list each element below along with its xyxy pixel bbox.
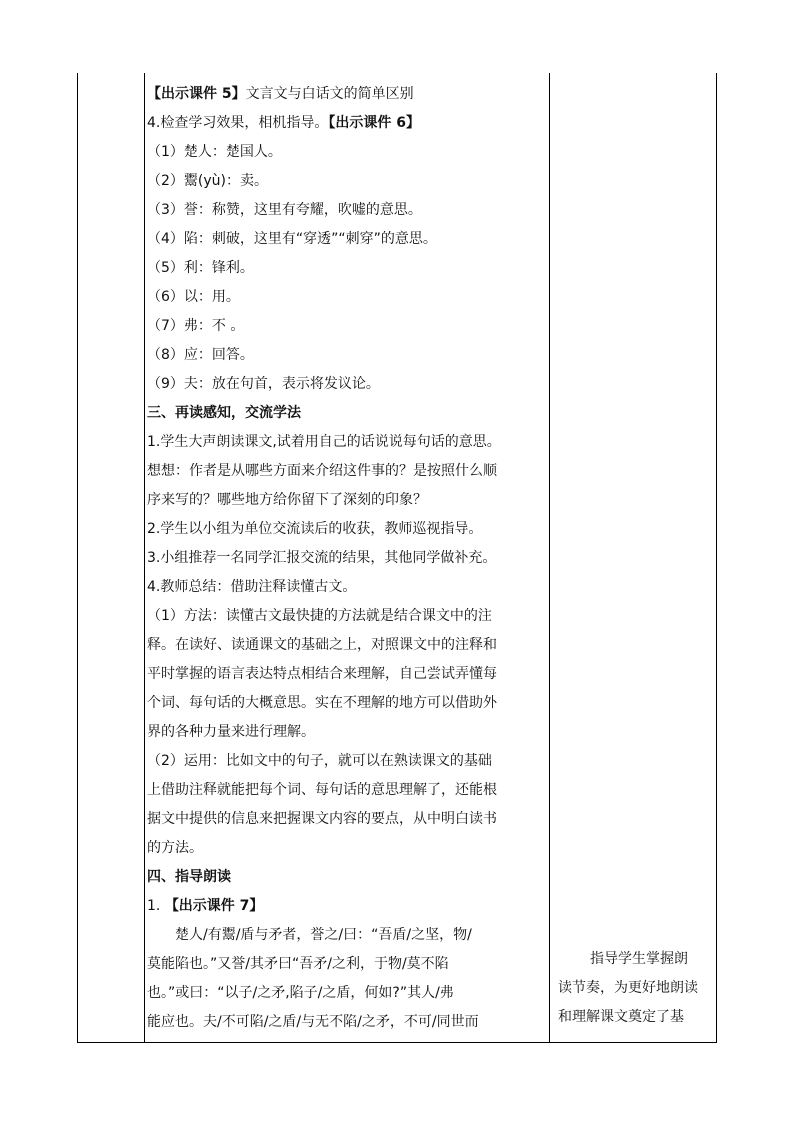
content-text: 个词、每句话的大概意思。实在不理解的地方可以借助外 [147,695,497,711]
content-text: （9）夫：放在句首，表示将发议论。 [147,376,380,392]
content-line [147,1008,552,1037]
table-border-right [716,73,717,1043]
content-line [147,834,552,863]
content-text: 平时掌握的语言表达特点相结合来理解，自己尝试弄懂每 [147,666,497,682]
content-text: 3.小组推荐一名同学汇报交流的结果，其他同学做补充。 [147,550,497,566]
content-line [147,660,552,689]
content-line [147,283,552,312]
content-text: 4.检查学习效果，相机指导。 [147,115,329,131]
content-text: 据文中提供的信息来把握课文内容的要点，从中明白读书 [147,811,497,827]
content-text: 莫能陷也。”又誉/其矛曰“吾矛/之利，于物/莫不陷 [147,956,449,972]
content-line [147,573,552,602]
content-line [147,805,552,834]
content-line [147,950,552,979]
content-text: （8）应：回答。 [147,347,254,363]
content-line [147,109,552,138]
note-line: 和理解课文奠定了基 [558,1009,684,1025]
content-text: 4.教师总结：借助注释读懂古文。 [147,579,357,595]
content-line [147,80,552,109]
content-text: 文言文与白话文的简单区别 [245,86,414,102]
content-line [147,428,552,457]
content-line [147,631,552,660]
content-line [147,196,552,225]
content-text: 也。”或曰：“以子/之矛,陷子/之盾，何如?”其人/弗 [147,985,454,1001]
content-line [147,747,552,776]
content-line [147,486,552,515]
content-text: 上借助注释就能把每个词、每句话的意思理解了，还能根 [147,782,497,798]
table-border-column-1 [144,73,145,1043]
content-text: （6）以：用。 [147,289,240,305]
content-line [147,776,552,805]
content-text: （2）运用：比如文中的句子，就可以在熟读课文的基础 [147,753,492,769]
content-line [147,225,552,254]
content-line [147,718,552,747]
table-border-bottom [77,1042,717,1043]
content-line [147,399,552,428]
content-line [147,689,552,718]
content-text: （4）陷：刺破，这里有“穿透”“刺穿”的意思。 [147,231,437,247]
content-text: 三、再读感知，交流学法 [147,405,301,421]
content-text: 楚人/有鬻/盾与矛者，誉之/曰：“吾盾/之坚，物/ [175,927,472,943]
content-line [147,921,552,950]
content-text: 【出示课件 7】 [164,898,264,914]
content-text: 想想：作者是从哪些方面来介绍这件事的？是按照什么顺 [147,463,497,479]
content-text: 2.学生以小组为单位交流读后的收获，教师巡视指导。 [147,521,483,537]
content-line [147,892,552,921]
content-line [147,863,552,892]
content-line [147,167,552,196]
content-line [147,312,552,341]
content-text: 1.学生大声朗读课文,试着用自己的话说说每句话的意思。 [147,434,501,450]
teaching-note [556,945,716,1032]
content-text: （5）利：锋利。 [147,260,254,276]
content-line [147,544,552,573]
content-text: （1）楚人：楚国人。 [147,144,282,160]
content-text: 能应也。夫/不可陷/之盾/与无不陷/之矛，不可/同世而 [147,1014,479,1030]
content-text: 【出示课件 6】 [328,115,420,131]
content-text: 【出示课件 5】 [147,86,246,102]
content-line [147,341,552,370]
content-text: 1. [147,898,165,914]
note-line: 指导学生掌握朗 [590,951,688,967]
note-line: 读节奏，为更好地朗读 [558,980,698,996]
content-line [147,515,552,544]
content-text: （2）鬻(yù)：卖。 [147,173,268,189]
content-line [147,602,552,631]
content-text: 界的各种力量来进行理解。 [147,724,315,740]
content-text: 序来写的？哪些地方给你留下了深刻的印象？ [147,492,427,508]
content-text: （7）弗：不 。 [147,318,245,334]
content-line [147,979,552,1008]
content-text: 释。在读好、读通课文的基础之上，对照课文中的注释和 [147,637,497,653]
content-text: （3）誉：称赞，这里有夸耀，吹嘘的意思。 [147,202,422,218]
content-line [147,254,552,283]
content-line [147,370,552,399]
content-text: 的方法。 [147,840,203,856]
table-border-left [77,73,78,1043]
content-line [147,138,552,167]
lesson-content [147,80,552,1037]
content-text: 四、指导朗读 [147,869,231,885]
content-line [147,457,552,486]
content-text: （1）方法：读懂古文最快捷的方法就是结合课文中的注 [147,608,492,624]
